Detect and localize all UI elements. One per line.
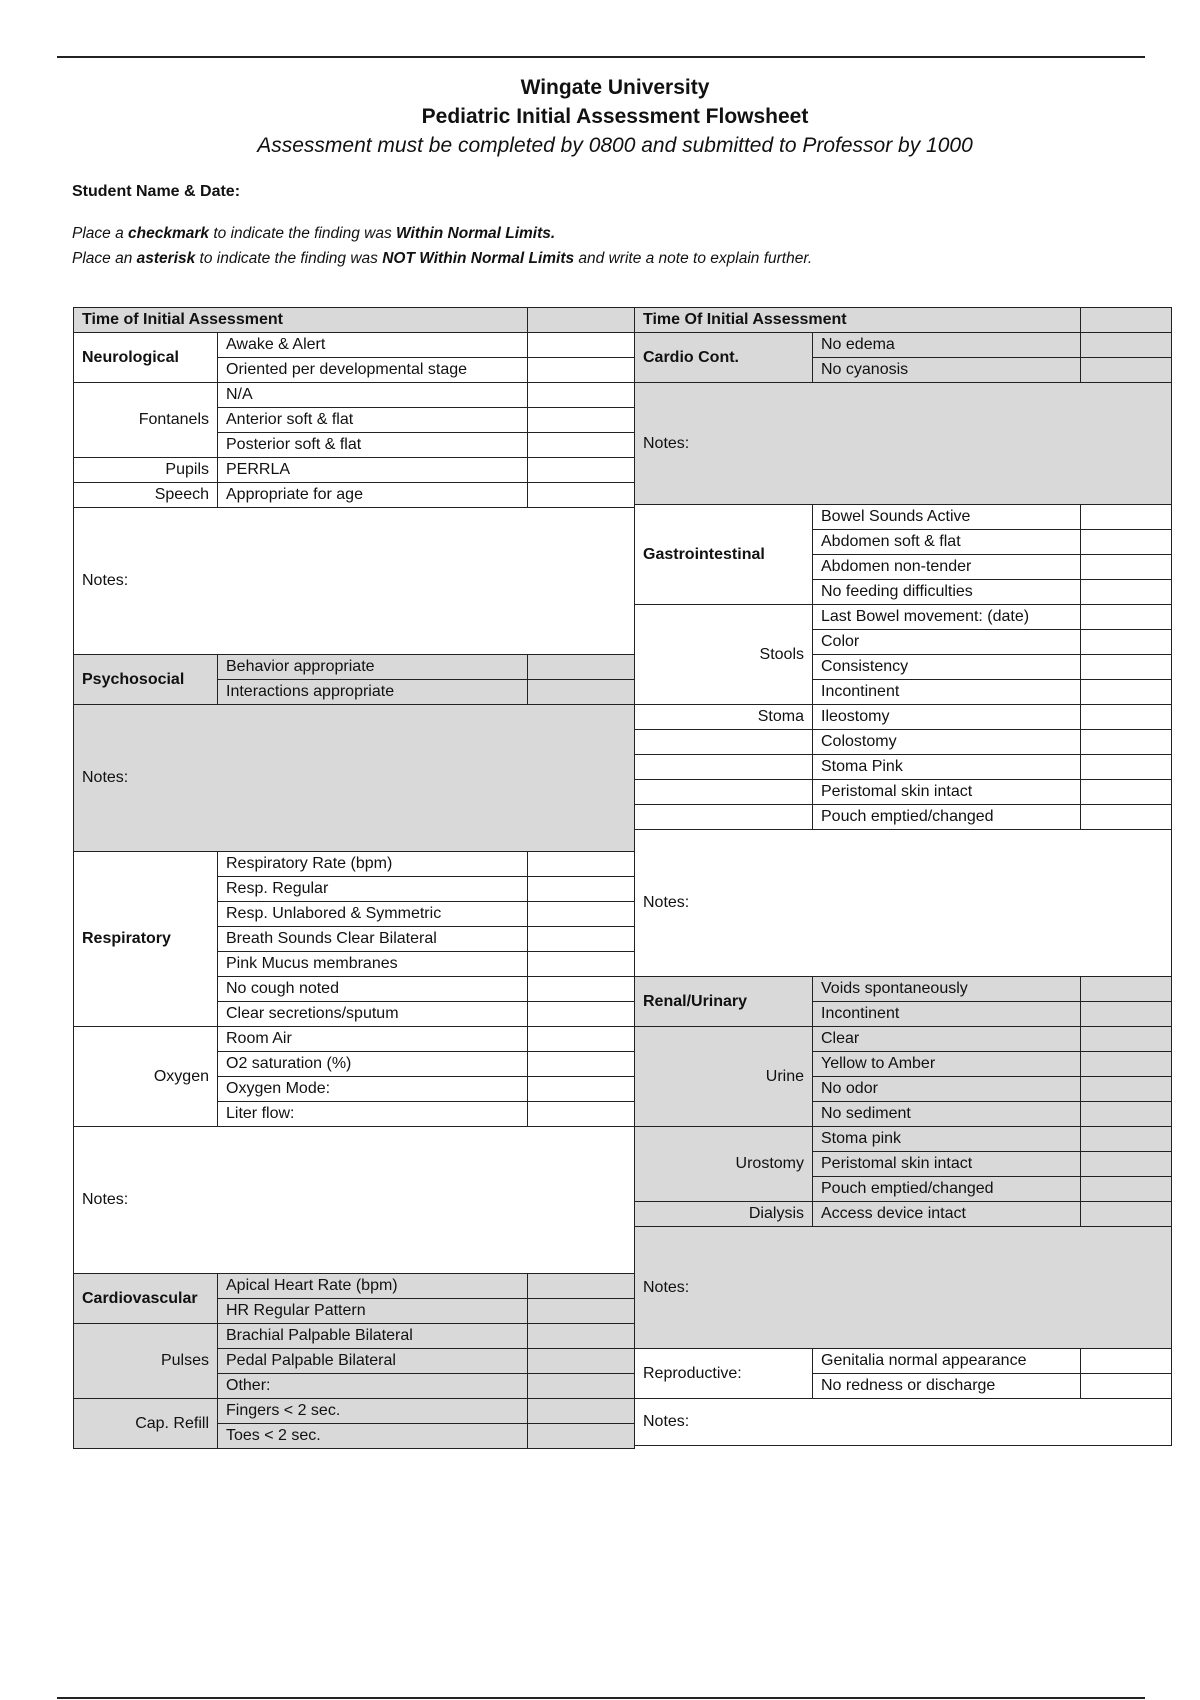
oxygen-item: Oxygen Mode: xyxy=(218,1077,528,1102)
pupils-check-cell[interactable] xyxy=(528,458,635,483)
gi-item: No feeding difficulties xyxy=(813,580,1081,605)
respiratory-notes[interactable]: Notes: xyxy=(74,1127,635,1274)
bottom-rule xyxy=(57,1697,1145,1699)
gastrointestinal-label: Gastrointestinal xyxy=(635,505,813,605)
urostomy-item: Stoma pink xyxy=(813,1127,1081,1152)
fontanels-check-cell[interactable] xyxy=(528,433,635,458)
oxygen-item: Liter flow: xyxy=(218,1102,528,1127)
fontanels-label: Fontanels xyxy=(74,383,218,458)
cardiovascular-label: Cardiovascular xyxy=(74,1274,218,1324)
time-of-assessment-value[interactable] xyxy=(528,308,635,333)
oxygen-check-cell[interactable] xyxy=(528,1077,635,1102)
pulses-check-cell[interactable] xyxy=(528,1324,635,1349)
dialysis-label: Dialysis xyxy=(635,1202,813,1227)
left-assessment-table xyxy=(73,307,635,1449)
neurological-notes[interactable]: Notes: xyxy=(74,508,635,655)
urostomy-item: Pouch emptied/changed xyxy=(813,1177,1081,1202)
respiratory-check-cell[interactable] xyxy=(528,877,635,902)
oxygen-check-cell[interactable] xyxy=(528,1102,635,1127)
stoma-spacer xyxy=(635,755,813,780)
urostomy-label: Urostomy xyxy=(635,1127,813,1202)
stoma-label: Stoma xyxy=(635,705,813,730)
respiratory-check-cell[interactable] xyxy=(528,902,635,927)
stoma-item: Peristomal skin intact xyxy=(813,780,1081,805)
reproductive-item: Genitalia normal appearance xyxy=(813,1349,1081,1374)
pulses-check-cell[interactable] xyxy=(528,1374,635,1399)
dialysis-check-cell[interactable] xyxy=(1081,1202,1172,1227)
stoma-item: Pouch emptied/changed xyxy=(813,805,1081,830)
pupils-item: PERRLA xyxy=(218,458,528,483)
stools-item: Consistency xyxy=(813,655,1081,680)
respiratory-check-cell[interactable] xyxy=(528,927,635,952)
pulses-item: Other: xyxy=(218,1374,528,1399)
urine-check-cell[interactable] xyxy=(1081,1052,1172,1077)
respiratory-check-cell[interactable] xyxy=(528,952,635,977)
reproductive-item: No redness or discharge xyxy=(813,1374,1081,1399)
stoma-check-cell[interactable] xyxy=(1081,805,1172,830)
psychosocial-label: Psychosocial xyxy=(74,655,218,705)
neuro-item: Oriented per developmental stage xyxy=(218,358,528,383)
reproductive-notes[interactable]: Notes: xyxy=(635,1399,1172,1446)
urine-check-cell[interactable] xyxy=(1081,1102,1172,1127)
respiratory-item: Breath Sounds Clear Bilateral xyxy=(218,927,528,952)
stoma-item: Colostomy xyxy=(813,730,1081,755)
psychosocial-notes[interactable]: Notes: xyxy=(74,705,635,852)
respiratory-check-cell[interactable] xyxy=(528,852,635,877)
neurological-label: Neurological xyxy=(74,333,218,383)
respiratory-item: Resp. Unlabored & Symmetric xyxy=(218,902,528,927)
stools-label: Stools xyxy=(635,605,813,705)
gi-item: Abdomen non-tender xyxy=(813,555,1081,580)
pulses-item: Pedal Palpable Bilateral xyxy=(218,1349,528,1374)
neuro-check-cell[interactable] xyxy=(528,333,635,358)
psychosocial-check-cell[interactable] xyxy=(528,655,635,680)
stools-item: Last Bowel movement: (date) xyxy=(813,605,1081,630)
instruction-asterisk: Place an asterisk to indicate the finding was NOT Within Normal Limits and write a note to explain further. xyxy=(72,250,813,267)
gi-check-cell[interactable] xyxy=(1081,505,1172,530)
reproductive-label: Reproductive: xyxy=(635,1349,813,1399)
left-assessment-column xyxy=(73,307,634,1449)
pulses-check-cell[interactable] xyxy=(528,1349,635,1374)
stoma-check-cell[interactable] xyxy=(1081,705,1172,730)
speech-label: Speech xyxy=(74,483,218,508)
renal-urinary-notes[interactable]: Notes: xyxy=(635,1227,1172,1349)
psychosocial-check-cell[interactable] xyxy=(528,680,635,705)
psychosocial-item: Interactions appropriate xyxy=(218,680,528,705)
renal-check-cell[interactable] xyxy=(1081,977,1172,1002)
cap-refill-item: Fingers < 2 sec. xyxy=(218,1399,528,1424)
cardiovascular-check-cell[interactable] xyxy=(528,1274,635,1299)
gi-item: Abdomen soft & flat xyxy=(813,530,1081,555)
cardio-cont-notes[interactable]: Notes: xyxy=(635,383,1172,505)
urine-check-cell[interactable] xyxy=(1081,1077,1172,1102)
stoma-spacer xyxy=(635,730,813,755)
stools-check-cell[interactable] xyxy=(1081,630,1172,655)
cardiovascular-item: Apical Heart Rate (bpm) xyxy=(218,1274,528,1299)
cap-refill-item: Toes < 2 sec. xyxy=(218,1424,528,1449)
stoma-check-cell[interactable] xyxy=(1081,755,1172,780)
dialysis-item: Access device intact xyxy=(813,1202,1081,1227)
reproductive-check-cell[interactable] xyxy=(1081,1374,1172,1399)
pulses-label: Pulses xyxy=(74,1324,218,1399)
respiratory-item: Pink Mucus membranes xyxy=(218,952,528,977)
respiratory-item: No cough noted xyxy=(218,977,528,1002)
neuro-item: Awake & Alert xyxy=(218,333,528,358)
urostomy-check-cell[interactable] xyxy=(1081,1152,1172,1177)
fontanels-item: Anterior soft & flat xyxy=(218,408,528,433)
stools-check-cell[interactable] xyxy=(1081,605,1172,630)
stools-item: Color xyxy=(813,630,1081,655)
speech-check-cell[interactable] xyxy=(528,483,635,508)
respiratory-check-cell[interactable] xyxy=(528,977,635,1002)
stools-check-cell[interactable] xyxy=(1081,655,1172,680)
speech-item: Appropriate for age xyxy=(218,483,528,508)
time-of-assessment-value[interactable] xyxy=(1081,308,1172,333)
urine-label: Urine xyxy=(635,1027,813,1127)
fontanels-check-cell[interactable] xyxy=(528,383,635,408)
neuro-check-cell[interactable] xyxy=(528,358,635,383)
fontanels-check-cell[interactable] xyxy=(528,408,635,433)
form-title: Pediatric Initial Assessment Flowsheet xyxy=(421,105,809,128)
student-name-date-label: Student Name & Date: xyxy=(72,183,241,200)
urine-check-cell[interactable] xyxy=(1081,1027,1172,1052)
form-subtitle: Assessment must be completed by 0800 and submitted to Professor by 1000 xyxy=(257,134,973,157)
renal-item: Incontinent xyxy=(813,1002,1081,1027)
gi-check-cell[interactable] xyxy=(1081,555,1172,580)
instruction-checkmark: Place a checkmark to indicate the finding was Within Normal Limits. xyxy=(72,225,556,242)
right-assessment-table xyxy=(634,307,1172,1446)
gi-check-cell[interactable] xyxy=(1081,530,1172,555)
gi-check-cell[interactable] xyxy=(1081,580,1172,605)
renal-check-cell[interactable] xyxy=(1081,1002,1172,1027)
oxygen-check-cell[interactable] xyxy=(528,1052,635,1077)
urostomy-item: Peristomal skin intact xyxy=(813,1152,1081,1177)
oxygen-label: Oxygen xyxy=(74,1027,218,1127)
renal-urinary-label: Renal/Urinary xyxy=(635,977,813,1027)
cap-refill-check-cell[interactable] xyxy=(528,1424,635,1449)
fontanels-item: Posterior soft & flat xyxy=(218,433,528,458)
cardio-cont-check-cell[interactable] xyxy=(1081,333,1172,358)
psychosocial-item: Behavior appropriate xyxy=(218,655,528,680)
respiratory-check-cell[interactable] xyxy=(528,1002,635,1027)
time-of-assessment-header: Time of Initial Assessment xyxy=(74,308,528,333)
urine-item: No odor xyxy=(813,1077,1081,1102)
oxygen-check-cell[interactable] xyxy=(528,1027,635,1052)
pupils-label: Pupils xyxy=(74,458,218,483)
stoma-spacer xyxy=(635,805,813,830)
reproductive-check-cell[interactable] xyxy=(1081,1349,1172,1374)
oxygen-item: O2 saturation (%) xyxy=(218,1052,528,1077)
stoma-check-cell[interactable] xyxy=(1081,780,1172,805)
cardio-cont-item: No edema xyxy=(813,333,1081,358)
gastrointestinal-notes[interactable]: Notes: xyxy=(635,830,1172,977)
respiratory-item: Resp. Regular xyxy=(218,877,528,902)
urine-item: Clear xyxy=(813,1027,1081,1052)
stools-item: Incontinent xyxy=(813,680,1081,705)
renal-item: Voids spontaneously xyxy=(813,977,1081,1002)
stools-check-cell[interactable] xyxy=(1081,680,1172,705)
respiratory-label: Respiratory xyxy=(74,852,218,1027)
gi-item: Bowel Sounds Active xyxy=(813,505,1081,530)
top-rule xyxy=(57,56,1145,58)
stoma-item: Ileostomy xyxy=(813,705,1081,730)
stoma-item: Stoma Pink xyxy=(813,755,1081,780)
institution-name: Wingate University xyxy=(520,76,710,99)
cardiovascular-item: HR Regular Pattern xyxy=(218,1299,528,1324)
right-assessment-column xyxy=(634,307,1171,1446)
cap-refill-label: Cap. Refill xyxy=(74,1399,218,1449)
respiratory-item: Clear secretions/sputum xyxy=(218,1002,528,1027)
stoma-check-cell[interactable] xyxy=(1081,730,1172,755)
respiratory-item: Respiratory Rate (bpm) xyxy=(218,852,528,877)
cardio-cont-check-cell[interactable] xyxy=(1081,358,1172,383)
stoma-spacer xyxy=(635,780,813,805)
oxygen-item: Room Air xyxy=(218,1027,528,1052)
urine-item: Yellow to Amber xyxy=(813,1052,1081,1077)
cardio-cont-label: Cardio Cont. xyxy=(635,333,813,383)
cap-refill-check-cell[interactable] xyxy=(528,1399,635,1424)
pulses-item: Brachial Palpable Bilateral xyxy=(218,1324,528,1349)
time-of-assessment-header: Time Of Initial Assessment xyxy=(635,308,1081,333)
fontanels-item: N/A xyxy=(218,383,528,408)
urine-item: No sediment xyxy=(813,1102,1081,1127)
urostomy-check-cell[interactable] xyxy=(1081,1127,1172,1152)
cardiovascular-check-cell[interactable] xyxy=(528,1299,635,1324)
urostomy-check-cell[interactable] xyxy=(1081,1177,1172,1202)
cardio-cont-item: No cyanosis xyxy=(813,358,1081,383)
